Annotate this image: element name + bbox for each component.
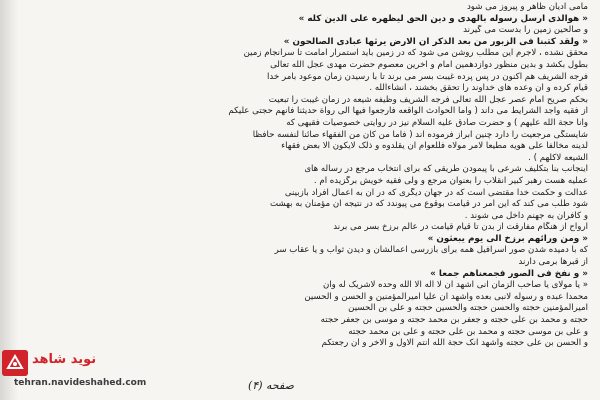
watermark-site-url: tehran.navideshahed.com (14, 378, 147, 388)
watermark (2, 350, 172, 392)
text-line: حجته و محمد بن علی حجته و جعفر بن محمد حجته و موسی بن جعفر حجته (320, 315, 588, 326)
text-line: و الحسن بن علی حجته واشهد انک حجة الله انتم الاول و الاخر و ان رجعتکم (321, 338, 588, 349)
text-line: و صالحین زمین را بدست می گیرند (463, 25, 588, 36)
text-line: فرجه الشریف هم اکنون در پس پرده غیبت بسر می برند تا با رسیدن زمان موعود بامر خدا (267, 71, 588, 82)
text-line: الشیعه لاکلهم ) . (528, 152, 588, 163)
text-line: « یا مولای یا صاحب الزمان انی اشهد ان لا اله الا الله وحده لاشریک له وان (322, 280, 588, 291)
text-line: اینجانب بنا بتکلیف شرعی با پیمودن طریقی که برای انتخاب مرجع در رساله های (304, 164, 588, 175)
logo-mark-icon (2, 350, 28, 376)
text-line: از قبرها برمی دارند (518, 257, 588, 268)
text-line: شود طلب می کند که این امر در قیامت بوقوع می پیوندد که در نتیجه آن مؤمنان به بهشت (270, 199, 588, 210)
text-line: از فقیه واجد الشرایط می داند ( واما الحوادث الواقعه فارجعوا فیها الی رواة حدیثنا فانهم حجتی علیکم (228, 106, 588, 117)
text-line: که با دمیده شدن صور اسرافیل همه برای بازرسی اعمالشان و دیدن ثواب و یا عقاب سر (274, 245, 588, 256)
text-line: وانا حجة الله علیهم ) و حضرت صادق علیه السلام نیز در روایتی خصوصیات فقیهی که (286, 117, 588, 128)
text-line: مامی ادیان ظاهر و پیروز می شود (466, 2, 588, 12)
text-line: قیام کرده و آن وعده های خداوند را تحقق بخشند ، انشاءالله . (369, 83, 588, 94)
text-line: امیرالمؤمنین حجته والحسن حجته والحسین حجته و علی بن الحسین (348, 303, 588, 314)
text-line: شایستگی مرجعیت را دارد چنین ابراز فرموده اند ( فاما من کان من الفقهاء صائنا لنفسه حافظا (252, 129, 588, 140)
scan-edge-shadow (0, 0, 18, 400)
text-line: عملیه هست رهبر کبیر انقلاب را بعنوان مرجع و ولی فقیه خویش برگزیده ام . (313, 175, 588, 186)
watermark-logo-text: نوید شاهد (32, 352, 97, 367)
page-number: صفحه (۴) (248, 379, 294, 392)
text-line: عدالت و حکمت خدا مقتضی است که در جهان دیگری که در آن به اعمال افراد بازبینی (284, 187, 588, 198)
text-line: لدینه مخالفا علی هویه مطیعا لامر مولاه فللعوام ان یقلدوه و ذلک لایکون الا بعض فقهاء (281, 141, 588, 152)
navideshahed-logo-icon (2, 350, 28, 376)
quote-line: « ولقد کتبنا فی الزبور من بعد الذکر ان الارض یرثها عبادی الصالحون » (283, 36, 588, 47)
quote-line: « و نفخ فی الصور فجمعناهم جمعا » (430, 268, 588, 279)
text-line: بحکم صریح امام عصر عجل الله تعالی فرجه الشریف وظیفه شیعه در زمان غیبت را تبعیت (268, 94, 588, 105)
text-line: ارواح از هنگام مفارقت از بدن تا قیام قیامت در عالم برزخ بسر می برند (333, 222, 588, 233)
text-line: محقق نشده ، لاجرم این مطلب روشن می شود که در زمین باید استمرار امامت تا سرانجام زمین (243, 48, 588, 59)
text-line: و علی بن موسی حجته و محمد بن علی حجته و علی بن محمد حجته (348, 326, 588, 337)
text-line: بطول بکشد و بدین منظور دوازدهمین امام و آخرین معصوم حضرت مهدی عجل الله تعالی (270, 59, 588, 70)
quote-line: « هوالذی ارسل رسوله بالهدی و دین الحق لیظهره علی الدین کله » (298, 13, 588, 24)
quote-line: « ومن ورائهم برزخ الی یوم یبعثون » (427, 233, 588, 244)
text-line: محمدا عبده و رسوله لانبی بعده واشهد ان علیا امیرالمؤمنین و الحسن و الحسین (304, 291, 588, 302)
text-line: و کافران به جهنم داخل می شوند . (464, 210, 588, 221)
document-body (22, 2, 588, 350)
